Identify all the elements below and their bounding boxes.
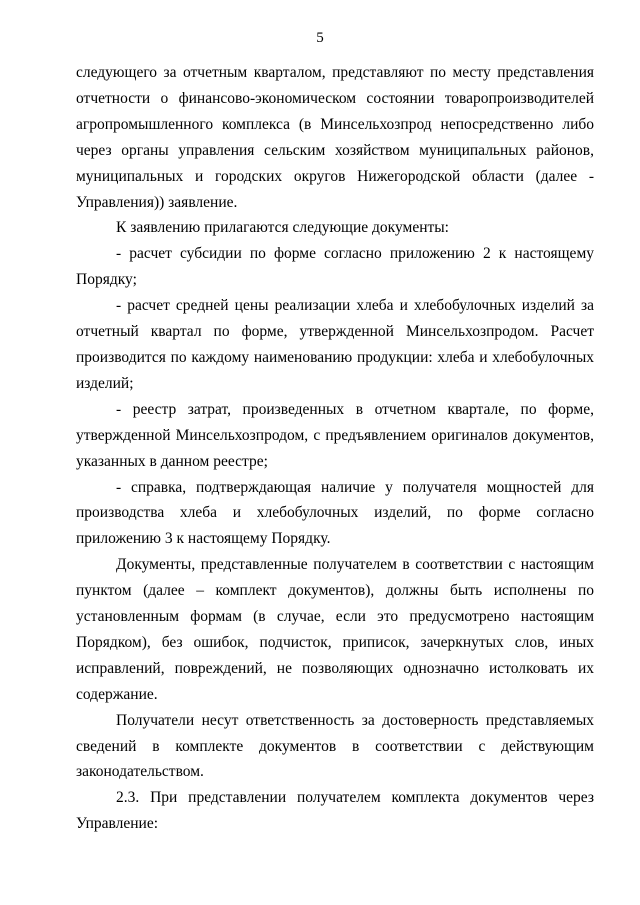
list-item-subsidy-calculation: - расчет субсидии по форме согласно приложению 2 к настоящему Порядку;: [76, 245, 594, 289]
paragraph-attachments-intro: К заявлению прилагаются следующие документы:: [116, 219, 449, 237]
list-item-average-price-calculation: - расчет средней цены реализации хлеба и хлебобулочных изделий за отчетный квартал по форме, утвержденной Минсельхозпродом. Расчет производится по каждому наименованию продукции: хлеба и хлебобулочных изделий;: [76, 297, 594, 392]
paragraph-documents-requirements: Документы, представленные получателем в соответствии с настоящим пунктом (далее – комплект документов), должны быть исполнены по установленным формам (в случае, если это предусмотрено настоящим Порядком), без ошибок, подчисток, приписок, зачеркнутых слов, иных исправлений, повреждений, не позволяющих однозначно истолковать их содержание.: [76, 556, 594, 703]
paragraph-section-2-3: 2.3. При представлении получателем комплекта документов через Управление:: [76, 789, 594, 833]
list-item-capacity-certificate: - справка, подтверждающая наличие у получателя мощностей для производства хлеба и хлебобулочных изделий, по форме согласно приложению 3 к настоящему Порядку.: [76, 478, 594, 548]
list-item-cost-register: - реестр затрат, произведенных в отчетном квартале, по форме, утвержденной Минсельхозпродом, с предъявлением оригиналов документов, указанных в данном реестре;: [76, 400, 594, 470]
paragraph-responsibility: Получатели несут ответственность за достоверность представляемых сведений в комплекте документов в соответствии с действующим законодательством.: [76, 711, 594, 781]
document-body: [76, 60, 594, 837]
paragraph-continuation: следующего за отчетным кварталом, представляют по месту представления отчетности о финансово-экономическом состоянии товаропроизводителей агропромышленного комплекса (в Минсельхозпрод непосредственно либо через органы управления сельским хозяйством муниципальных районов, муниципальных и городских округов Нижегородской области (далее - Управления)) заявление.: [76, 64, 594, 211]
page-number: 5: [316, 30, 324, 46]
